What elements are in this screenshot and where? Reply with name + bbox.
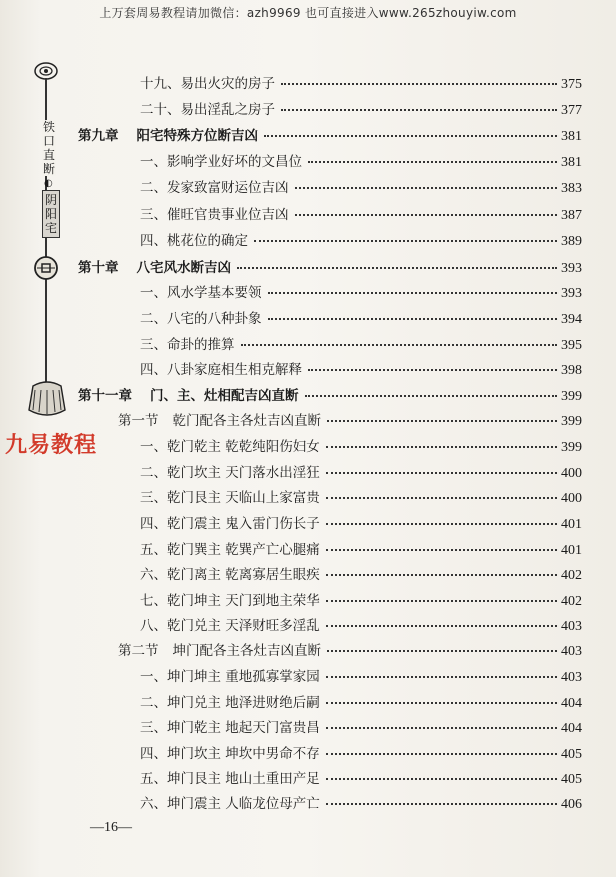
toc-page-number: 402: [561, 568, 582, 583]
toc-entry-title: 阳宅特殊方位断吉凶: [136, 128, 258, 144]
toc-item-row: [140, 589, 582, 613]
toc-item-row: [140, 767, 582, 791]
toc-item-row: [140, 716, 582, 740]
dot-leader: [327, 650, 557, 652]
toc-item-row: [140, 665, 582, 689]
toc-page-number: 402: [561, 594, 582, 609]
logo-text: 九易教程: [5, 433, 98, 458]
toc-page-number: 404: [561, 721, 582, 736]
dot-leader: [264, 135, 557, 137]
toc-item-row: [140, 72, 582, 96]
dot-leader: [254, 240, 557, 242]
toc-entry-title: 四、桃花位的确定: [140, 233, 248, 249]
dot-leader: [281, 83, 557, 85]
toc-entry-title: 三、催旺官贵事业位吉凶: [140, 207, 289, 223]
toc-item-row: [140, 435, 582, 459]
toc-item-row: [140, 512, 582, 536]
toc-entry-title: 一、风水学基本要领: [140, 285, 262, 301]
dot-leader: [326, 472, 557, 474]
toc-entry-title: 五、乾门巽主 乾巽产亡心腿痛: [140, 542, 320, 558]
dot-leader: [295, 187, 558, 189]
toc-entry-title: 四、八卦家庭相生相克解释: [140, 362, 302, 378]
toc-item-row: [140, 98, 582, 122]
side-subtitle: 阴阳宅: [42, 190, 60, 238]
toc-entry-title: 八宅风水断吉凶: [136, 260, 231, 276]
watermark-text: 上万套周易教程请加微信：azh9969 也可直接进入www.265zhouyiw.com: [99, 6, 517, 20]
dot-leader: [326, 753, 557, 755]
toc-entry-title: 三、坤门乾主 地起天门富贵昌: [140, 720, 320, 736]
dot-leader: [326, 727, 557, 729]
dot-leader: [326, 574, 557, 576]
toc-page-number: 405: [561, 772, 582, 787]
toc-entry-title: 二、发家致富财运位吉凶: [140, 180, 289, 196]
dot-leader: [308, 161, 557, 163]
toc-page-number: 405: [561, 747, 582, 762]
chapter-number: 第十一章: [78, 388, 132, 404]
dot-leader: [326, 549, 557, 551]
toc-page-number: 375: [561, 77, 582, 92]
toc-entry-title: 七、乾门坤主 天门到地主荣华: [140, 593, 320, 609]
dot-leader: [268, 292, 558, 294]
toc-item-row: [140, 461, 582, 485]
toc-item-row: [140, 538, 582, 562]
toc-item-row: [140, 358, 582, 382]
toc-entry-title: 坤门配各主各灶吉凶直断: [172, 643, 321, 659]
toc-entry-title: 一、影响学业好坏的文昌位: [140, 154, 302, 170]
dot-leader: [268, 318, 558, 320]
side-title: 铁口直断: [42, 120, 55, 176]
toc-item-row: [140, 486, 582, 510]
toc-entry-title: 乾门配各主各灶吉凶直断: [172, 413, 321, 429]
dot-leader: [326, 497, 557, 499]
toc-entry-title: 四、乾门震主 鬼入雷门伤长子: [140, 516, 320, 532]
toc-page-number: 381: [561, 155, 582, 170]
toc-page-number: 399: [561, 389, 582, 404]
toc-page-number: 387: [561, 208, 582, 223]
dot-leader: [308, 369, 557, 371]
toc-page-number: 403: [561, 619, 582, 634]
toc-item-row: [140, 176, 582, 200]
toc-entry-title: 四、坤门坎主 坤坎中男命不存: [140, 746, 320, 762]
toc-item-row: [140, 229, 582, 253]
toc-page-number: 401: [561, 517, 582, 532]
chapter-number: 第十章: [78, 260, 119, 276]
toc-item-row: [140, 203, 582, 227]
toc-item-row: [140, 742, 582, 766]
toc-page-number: 394: [561, 312, 582, 327]
toc-entry-title: 门、主、灶相配吉凶直断: [150, 388, 299, 404]
dot-leader: [326, 600, 557, 602]
toc-chapter-row: [78, 124, 582, 148]
toc-item-row: [140, 333, 582, 357]
toc-chapter-row: [78, 256, 582, 280]
toc-entry-title: 六、乾门离主 乾离寡居生眼疾: [140, 567, 320, 583]
toc-page-number: 377: [561, 103, 582, 118]
dot-leader: [326, 625, 557, 627]
toc-entry-title: 十九、易出火灾的房子: [140, 76, 275, 92]
section-number: 第二节: [118, 643, 159, 659]
dot-leader: [241, 344, 558, 346]
toc-item-row: [140, 691, 582, 715]
toc-entry-title: 二、坤门兑主 地泽进财绝后嗣: [140, 695, 320, 711]
toc-section-row: [118, 409, 582, 433]
toc-page-number: 403: [561, 644, 582, 659]
dot-leader: [327, 420, 557, 422]
toc-page-number: 399: [561, 440, 582, 455]
dot-leader: [326, 446, 557, 448]
toc-page-number: 393: [561, 261, 582, 276]
toc-page-number: 383: [561, 181, 582, 196]
toc-section-row: [118, 639, 582, 663]
dot-leader: [326, 676, 557, 678]
dot-leader: [326, 702, 557, 704]
toc-entry-title: 八、乾门兑主 天泽财旺多淫乱: [140, 618, 320, 634]
dot-leader: [326, 778, 557, 780]
dot-leader: [326, 803, 557, 805]
yin-yang-icon: ◐: [44, 178, 53, 189]
toc-item-row: [140, 614, 582, 638]
toc-entry-title: 三、乾门艮主 天临山上家富贵: [140, 490, 320, 506]
toc-entry-title: 三、命卦的推算: [140, 337, 235, 353]
toc-entry-title: 二、乾门坎主 天门落水出淫狂: [140, 465, 320, 481]
toc-item-row: [140, 281, 582, 305]
dot-leader: [326, 523, 557, 525]
dot-leader: [281, 109, 557, 111]
toc-page-number: 399: [561, 414, 582, 429]
toc-page-number: 403: [561, 670, 582, 685]
toc-chapter-row: [78, 384, 582, 408]
dot-leader: [237, 267, 557, 269]
toc-entry-title: 二、八宅的八种卦象: [140, 311, 262, 327]
toc-entry-title: 二十、易出淫乱之房子: [140, 102, 275, 118]
toc-item-row: [140, 307, 582, 331]
dot-leader: [295, 214, 558, 216]
toc-item-row: [140, 792, 582, 816]
toc-entry-title: 五、坤门艮主 地山土重田产足: [140, 771, 320, 787]
toc-page-number: 401: [561, 543, 582, 558]
toc-page-number: 406: [561, 797, 582, 812]
toc-page-number: 404: [561, 696, 582, 711]
page-number: —16—: [90, 820, 132, 835]
toc-page-number: 395: [561, 338, 582, 353]
toc-item-row: [140, 150, 582, 174]
section-number: 第一节: [118, 413, 159, 429]
toc-entry-title: 一、乾门乾主 乾乾纯阳伤妇女: [140, 439, 320, 455]
toc-page-number: 398: [561, 363, 582, 378]
dot-leader: [305, 395, 558, 397]
toc-page-number: 389: [561, 234, 582, 249]
toc-entry-title: 一、坤门坤主 重地孤寡掌家园: [140, 669, 320, 685]
toc-item-row: [140, 563, 582, 587]
toc-page-number: 400: [561, 491, 582, 506]
toc-entry-title: 六、坤门震主 人临龙位母产亡: [140, 796, 320, 812]
toc-page-number: 400: [561, 466, 582, 481]
toc-page-number: 393: [561, 286, 582, 301]
chapter-number: 第九章: [78, 128, 119, 144]
toc-page-number: 381: [561, 129, 582, 144]
